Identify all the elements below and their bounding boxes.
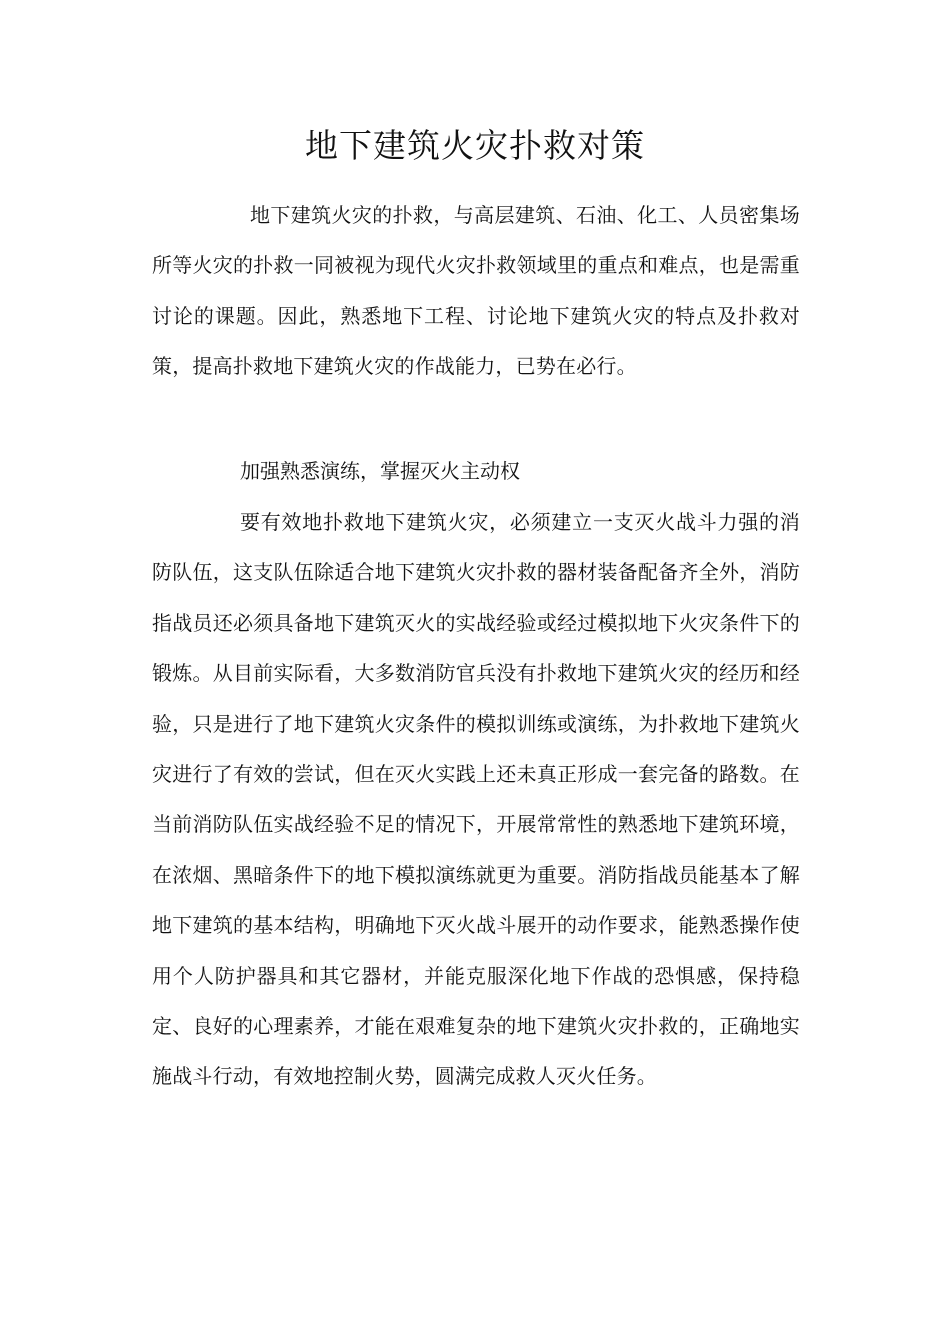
- intro-paragraph: 地下建筑火灾的扑救，与高层建筑、石油、化工、人员密集场所等火灾的扑救一同被视为现代火灾扑救领域里的重点和难点，也是需重讨论的课题。因此，熟悉地下工程、讨论地下建筑火灾的特点及扑救对策，提高扑救地下建筑火灾的作战能力，已势在必行。: [152, 203, 800, 379]
- section-body-paragraph: 要有效地扑救地下建筑火灾，必须建立一支灭火战斗力强的消防队伍，这支队伍除适合地下建筑火灾扑救的器材装备配备齐全外，消防指战员还必须具备地下建筑灭火的实战经验或经过模拟地下火灾条件下的锻炼。从目前实际看，大多数消防官兵没有扑救地下建筑火灾的经历和经验，只是进行了地下建筑火灾条件的模拟训练或演练，为扑救地下建筑火灾进行了有效的尝试，但在灭火实践上还未真正形成一套完备的路数。在当前消防队伍实战经验不足的情况下，开展常常性的熟悉地下建筑环境，在浓烟、黑暗条件下的地下模拟演练就更为重要。消防指战员能基本了解地下建筑的基本结构，明确地下灭火战斗展开的动作要求，能熟悉操作使用个人防护器具和其它器材，并能克服深化地下作战的恐惧感，保持稳定、良好的心理素养，才能在艰难复杂的地下建筑火灾扑救的，正确地实施战斗行动，有效地控制火势，圆满完成救人灭火任务。: [152, 510, 800, 1089]
- section-heading: 加强熟悉演练，掌握灭火主动权: [240, 459, 520, 483]
- document-title: 地下建筑火灾扑救对策: [305, 126, 645, 165]
